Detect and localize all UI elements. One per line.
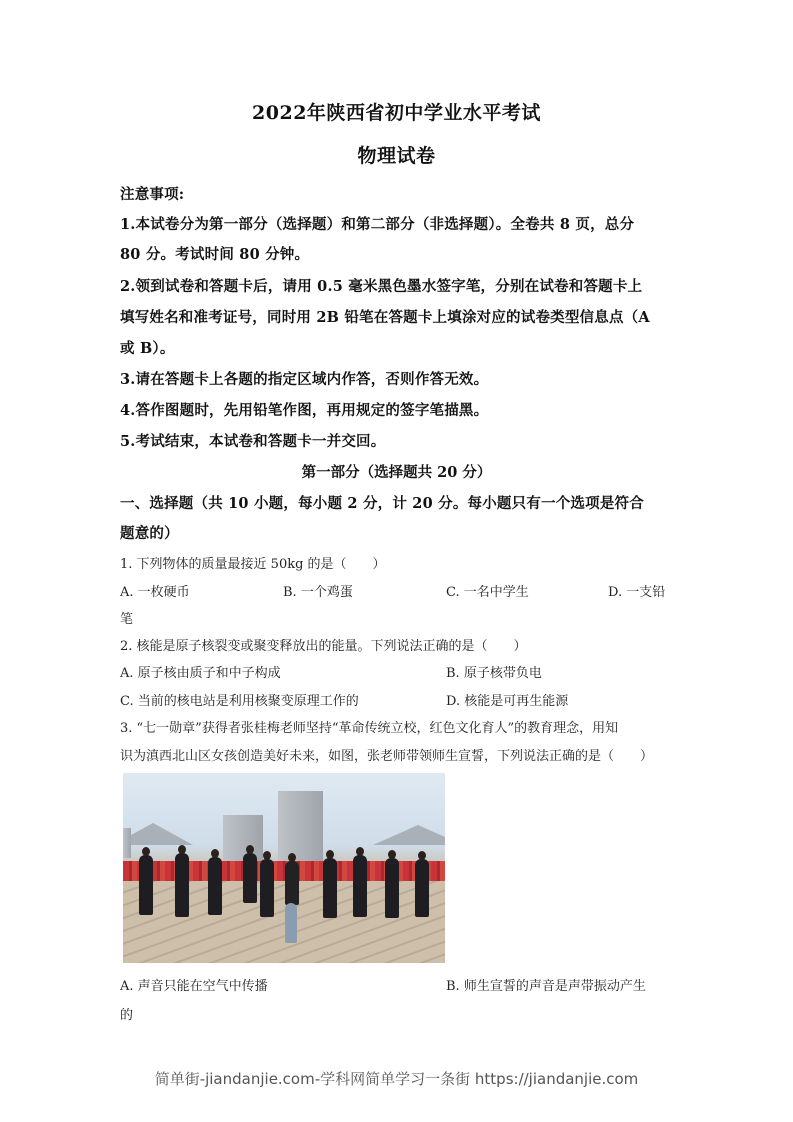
- notice-line: 2.领到试卷和答题卡后，请用 0.5 毫米黑色墨水签字笔，分别在试卷和答题卡上: [120, 278, 643, 295]
- watermark-footer: 简单街-jiandanjie.com-学科网简单学习一条街 https://jiandanjie.com: [154, 1070, 639, 1088]
- question-1-stem: 1. 下列物体的质量最接近 50kg 的是（ ）: [120, 557, 386, 572]
- question-3-option-a: A. 声音只能在空气中传播: [120, 979, 268, 994]
- notice-line: 或 B）。: [120, 340, 175, 357]
- question-1-option-c: C. 一名中学生: [446, 585, 529, 600]
- question-2-stem: 2. 核能是原子核裂变或聚变释放出的能量。下列说法正确的是（ ）: [120, 639, 527, 654]
- question-2-option-c: C. 当前的核电站是利用核聚变原理工作的: [120, 694, 359, 709]
- question-1-option-d: D. 一支铅: [608, 585, 666, 600]
- question-1-option-b: B. 一个鸡蛋: [283, 585, 353, 600]
- notice-line: 80 分。考试时间 80 分钟。: [120, 246, 310, 263]
- question-2-option-a: A. 原子核由质子和中子构成: [120, 666, 281, 681]
- question-3-option-b: B. 师生宣誓的声音是声带振动产生: [446, 979, 646, 994]
- notice-line: 填写姓名和准考证号，同时用 2B 铅笔在答题卡上填涂对应的试卷类型信息点（A: [120, 309, 650, 326]
- section-instructions: 题意的）: [120, 525, 179, 542]
- notice-heading: 注意事项:: [120, 186, 185, 203]
- notice-line: 4.答作图题时，先用铅笔作图，再用规定的签字笔描黑。: [120, 402, 489, 419]
- question-3-stem: 识为滇西北山区女孩创造美好未来，如图，张老师带领师生宣誓，下列说法正确的是（ ）: [120, 749, 654, 764]
- notice-line: 5.考试结束，本试卷和答题卡一并交回。: [120, 433, 386, 450]
- exam-title: 2022年陕西省初中学业水平考试: [252, 102, 541, 124]
- question-2-option-d: D. 核能是可再生能源: [446, 694, 569, 709]
- question-3-option-b-wrap: 的: [120, 1008, 134, 1023]
- question-2-option-b: B. 原子核带负电: [446, 666, 542, 681]
- question-1-option-a: A. 一枚硬币: [120, 585, 190, 600]
- question-1-option-d-wrap: 笔: [120, 612, 134, 627]
- part1-heading: 第一部分（选择题共 20 分）: [301, 464, 492, 481]
- oath-photo: [123, 773, 445, 963]
- notice-line: 1.本试卷分为第一部分（选择题）和第二部分（非选择题）。全卷共 8 页，总分: [120, 216, 635, 233]
- section-instructions: 一、选择题（共 10 小题，每小题 2 分，计 20 分。每小题只有一个选项是符合: [120, 495, 644, 512]
- question-3-stem: 3. “七一勋章”获得者张桂梅老师坚持“革命传统立校，红色文化育人”的教育理念，用知: [120, 721, 619, 736]
- exam-subtitle: 物理试卷: [357, 145, 436, 167]
- notice-line: 3.请在答题卡上各题的指定区域内作答，否则作答无效。: [120, 371, 489, 388]
